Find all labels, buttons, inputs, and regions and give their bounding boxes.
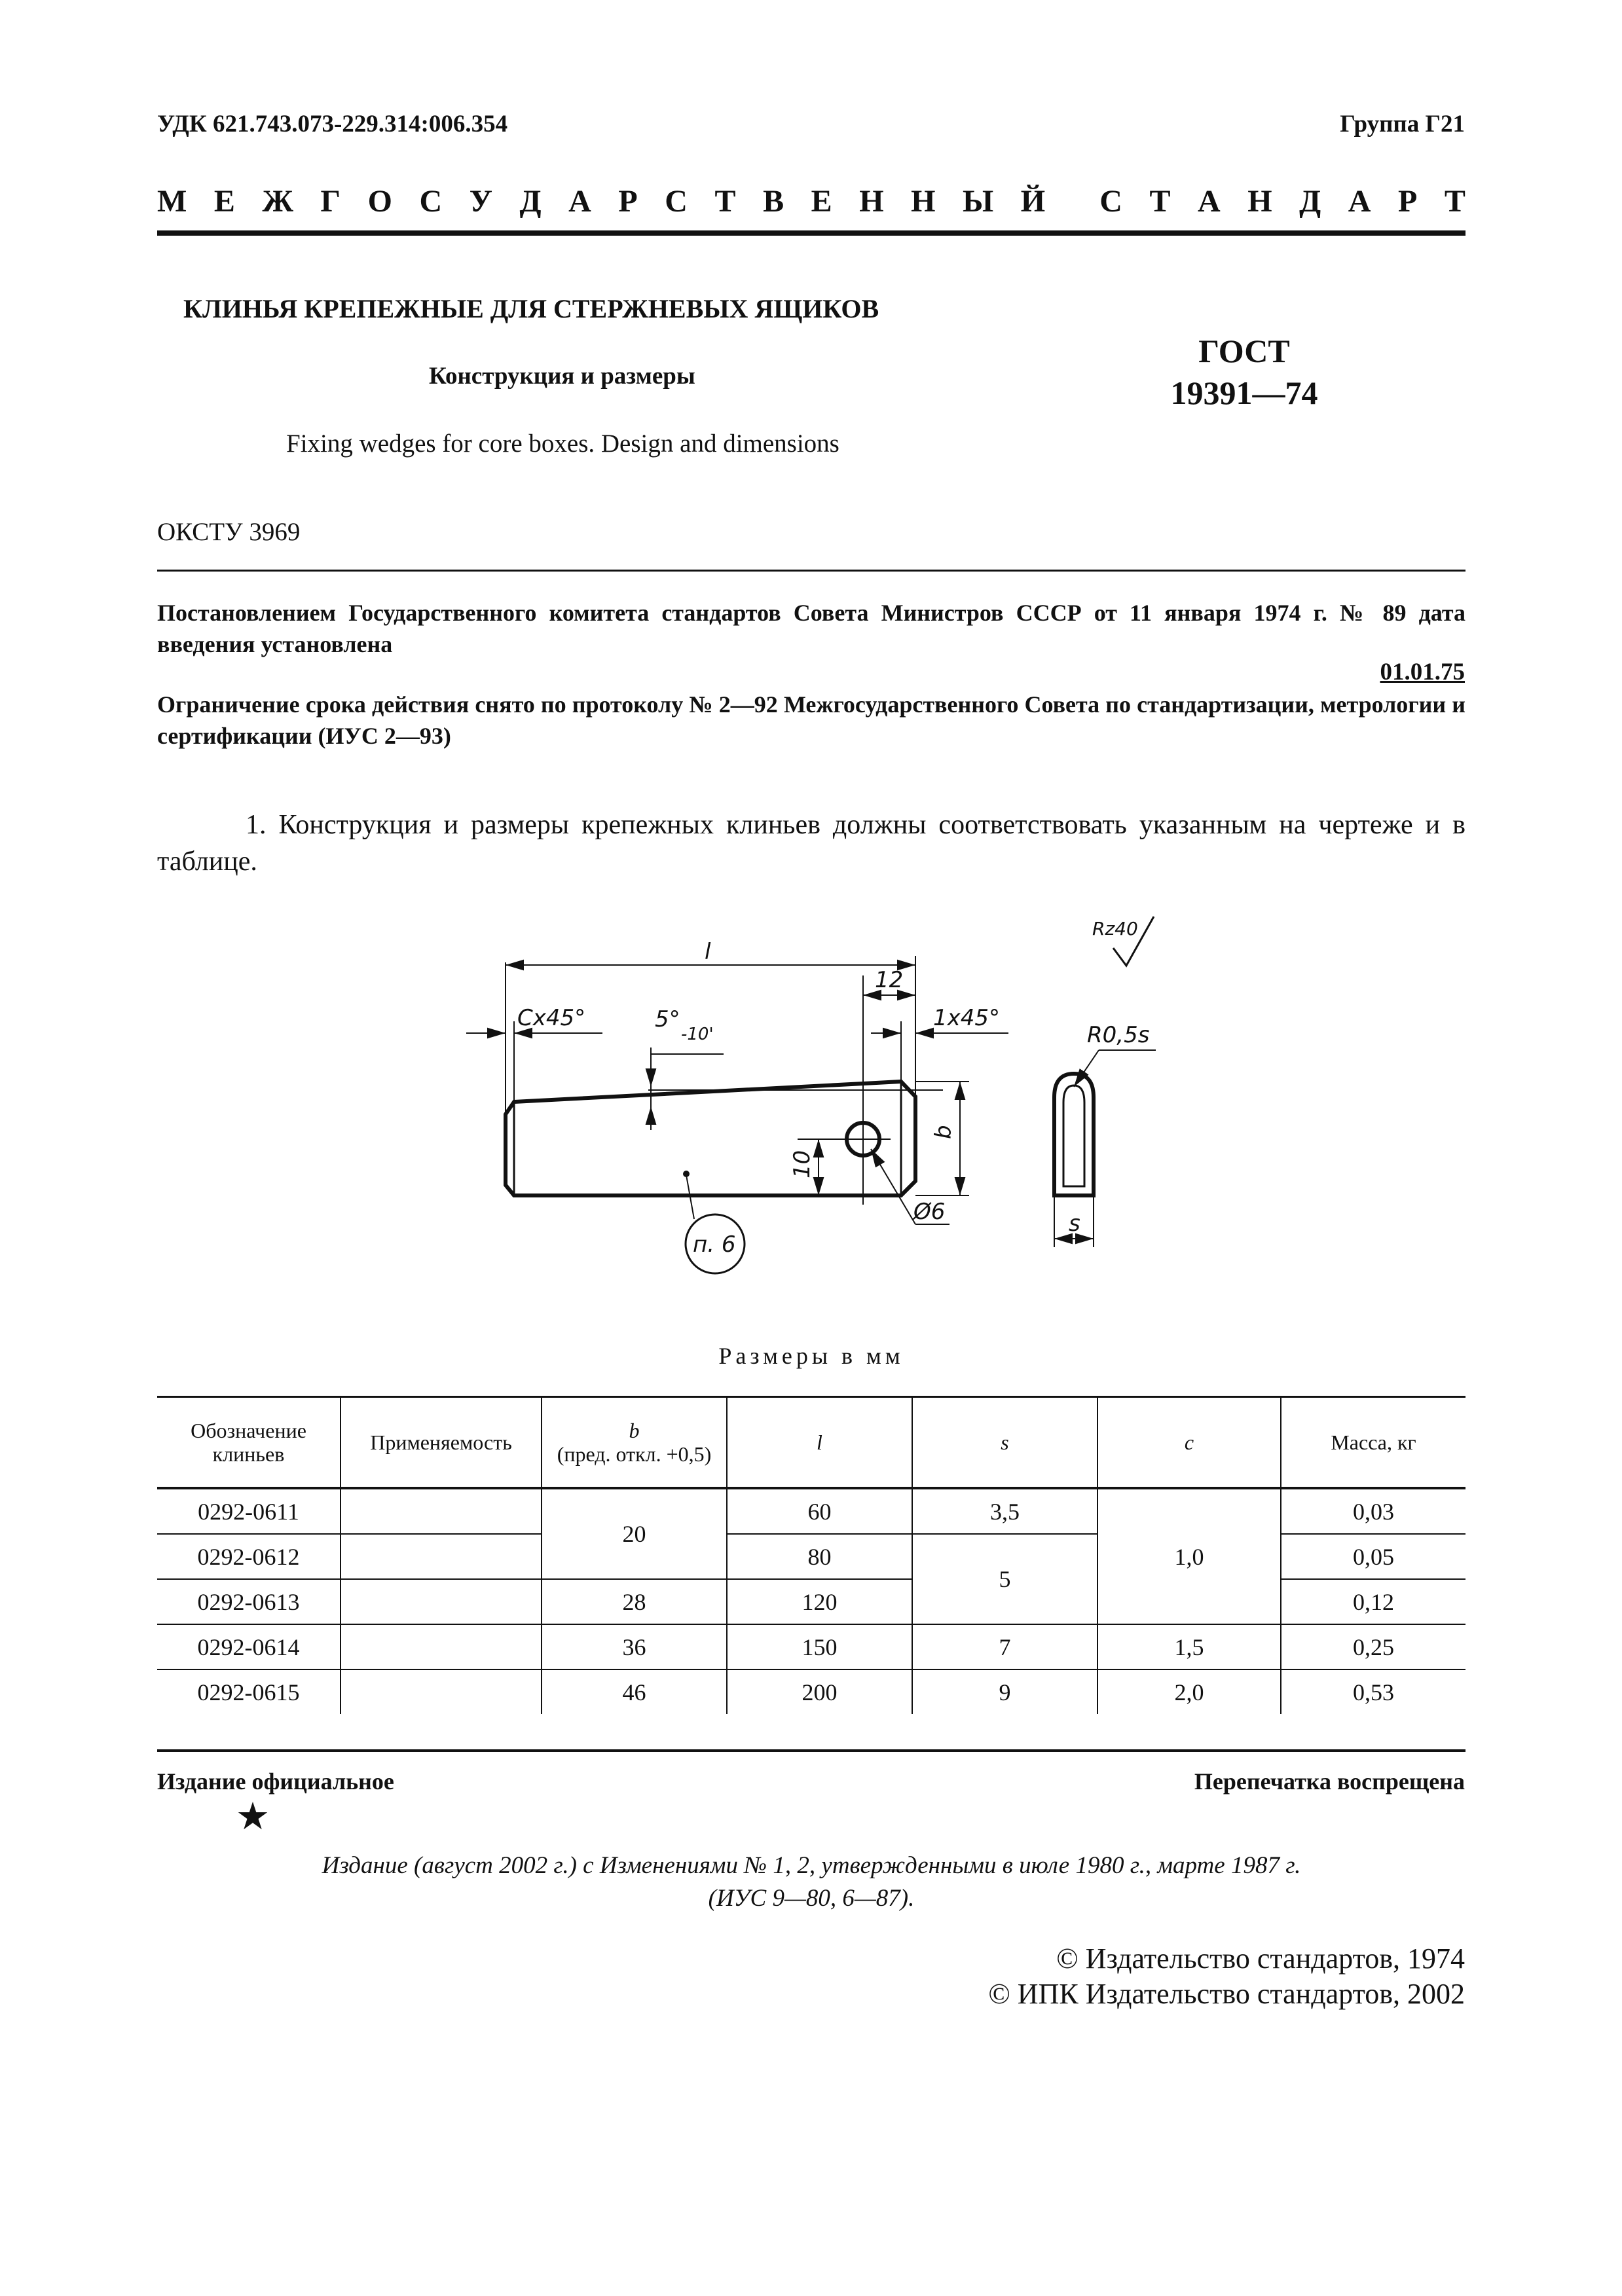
label-note: п. 6 <box>693 1231 736 1258</box>
heading-letter: Р <box>1397 184 1418 219</box>
edition-note <box>157 1850 1465 1915</box>
oksty-code: ОКСТУ 3969 <box>157 518 301 546</box>
cell-l: 60 <box>727 1488 912 1534</box>
decree-text: Постановлением Государственного комитета стандартов Совета Министров СССР от 11 января 1974 г. № 89 дата введения установлена <box>157 600 1465 657</box>
footer-rule <box>157 1749 1465 1752</box>
heading-letter: Ы <box>963 184 994 219</box>
cell-mass: 0,05 <box>1281 1534 1465 1579</box>
wedge-drawing <box>0 890 1622 1283</box>
cell-code: 0292-0612 <box>157 1534 341 1579</box>
copyright-block <box>988 1941 1465 2012</box>
edition-line-1: Издание (август 2002 г.) с Изменениями № 1, 2, утвержденными в июле 1980 г., марте 1987 г. <box>322 1852 1301 1879</box>
standard-type-heading <box>157 183 1465 219</box>
cell-c: 1,0 <box>1097 1488 1281 1624</box>
oksty-rule <box>157 570 1465 572</box>
cell-mass: 0,03 <box>1281 1488 1465 1534</box>
gost-label: ГОСТ <box>1198 333 1290 369</box>
reprint-notice: Перепечатка воспрещена <box>1194 1768 1465 1795</box>
label-hole: Ø6 <box>913 1199 946 1225</box>
cell-code: 0292-0613 <box>157 1579 341 1624</box>
heading-letter: Н <box>911 184 936 219</box>
th-applicability: Применяемость <box>341 1397 542 1489</box>
label-chamfer-1: 1x45° <box>933 1005 1001 1031</box>
heading-letter: В <box>763 184 784 219</box>
th-c: c <box>1097 1397 1281 1489</box>
cell-mass: 0,12 <box>1281 1579 1465 1624</box>
th-code: Обозначение клиньев <box>157 1397 341 1489</box>
heading-letter: Т <box>714 184 736 219</box>
header-rule <box>157 230 1465 236</box>
cell-applicability <box>341 1534 542 1579</box>
th-b <box>542 1397 727 1489</box>
edition-line-2: (ИУС 9—80, 6—87). <box>708 1885 915 1912</box>
th-b-symbol: b <box>629 1419 640 1442</box>
header-row <box>157 110 1465 138</box>
cell-code: 0292-0614 <box>157 1624 341 1669</box>
th-b-tolerance: (пред. откл. +0,5) <box>557 1442 712 1466</box>
limitation-text: Ограничение срока действия снято по протоколу № 2—92 Межгосударственного Совета по стандартизации, метрологии и сертификации (ИУС 2—93) <box>157 691 1465 749</box>
label-chamfer-c: Cx45° <box>517 1005 586 1031</box>
heading-letter: Т <box>1444 184 1465 219</box>
cell-mass: 0,53 <box>1281 1669 1465 1714</box>
label-10: 10 <box>789 1150 815 1178</box>
heading-letter: С <box>665 184 688 219</box>
label-b: b <box>931 1125 957 1139</box>
star-icon: ★ <box>236 1795 270 1838</box>
heading-letter: С <box>1099 184 1122 219</box>
label-radius: R0,5s <box>1087 1022 1150 1048</box>
table-caption: Размеры в мм <box>718 1343 904 1369</box>
label-angle: 5° <box>655 1006 680 1032</box>
udk-code: УДК 621.743.073-229.314:006.354 <box>157 111 508 137</box>
table-header-row <box>157 1397 1465 1489</box>
dimensions-table <box>157 1396 1465 1714</box>
heading-letter: Н <box>859 184 884 219</box>
heading-letter: А <box>568 184 591 219</box>
gost-block <box>1113 330 1375 414</box>
th-mass: Масса, кг <box>1281 1397 1465 1489</box>
heading-letter: М <box>157 184 187 219</box>
label-12: 12 <box>875 967 904 993</box>
cell-code: 0292-0611 <box>157 1488 341 1534</box>
heading-letter: Д <box>1299 184 1321 219</box>
heading-letter: Ж <box>262 184 293 219</box>
cell-s: 7 <box>912 1624 1097 1669</box>
clause-1: 1. Конструкция и размеры крепежных клиньев должны соответствовать указанным на чертеже и в таблице. <box>157 810 1465 877</box>
cell-s: 3,5 <box>912 1488 1097 1534</box>
cell-code: 0292-0615 <box>197 1679 300 1705</box>
heading-letter: Е <box>811 184 832 219</box>
cell-l: 80 <box>727 1534 912 1579</box>
radius-leader <box>1074 1050 1099 1087</box>
heading-letter: Г <box>320 184 341 219</box>
label-angle-tol: -10' <box>681 1025 714 1044</box>
cell-c: 1,5 <box>1097 1624 1281 1669</box>
cell-applicability <box>341 1624 542 1669</box>
table-row <box>157 1669 1465 1714</box>
heading-letter: Д <box>519 184 542 219</box>
label-s: s <box>1069 1211 1080 1237</box>
heading-letter: Й <box>1020 184 1046 219</box>
heading-letter: О <box>367 184 392 219</box>
cell-c: 2,0 <box>1097 1669 1281 1714</box>
cell-applicability <box>341 1579 542 1624</box>
cell-mass: 0,25 <box>1281 1624 1465 1669</box>
heading-letter: Н <box>1247 184 1272 219</box>
table-row <box>157 1624 1465 1669</box>
heading-letter: Е <box>213 184 235 219</box>
heading-letter: А <box>1348 184 1371 219</box>
cell-b: 28 <box>542 1579 727 1624</box>
heading-letter: А <box>1198 184 1221 219</box>
cell-l: 200 <box>727 1669 912 1714</box>
cell-s: 5 <box>912 1534 1097 1624</box>
gost-number: 19391—74 <box>1170 374 1318 411</box>
heading-letter: У <box>469 184 492 219</box>
cell-applicability <box>341 1669 542 1714</box>
official-edition: Издание официальное <box>157 1768 394 1795</box>
document-subtitle: Конструкция и размеры <box>429 363 695 390</box>
document-title: КЛИНЬЯ КРЕПЕЖНЫЕ ДЛЯ СТЕРЖНЕВЫХ ЯЩИКОВ <box>183 294 879 323</box>
cell-b: 20 <box>542 1488 727 1579</box>
english-title: Fixing wedges for core boxes. Design and dimensions <box>286 429 839 458</box>
table-row <box>157 1488 1465 1534</box>
copyright-2: © ИПК Издательство стандартов, 2002 <box>988 1978 1465 2010</box>
copyright-1: © Издательство стандартов, 1974 <box>1056 1942 1465 1975</box>
heading-letter: С <box>419 184 443 219</box>
heading-letter: Т <box>1149 184 1171 219</box>
cell-s: 9 <box>912 1669 1097 1714</box>
cell-b: 46 <box>542 1669 727 1714</box>
label-l: l <box>705 939 711 965</box>
th-l: l <box>727 1397 912 1489</box>
cell-applicability <box>341 1488 542 1534</box>
cell-b: 36 <box>542 1624 727 1669</box>
intro-date: 01.01.75 <box>1380 659 1465 685</box>
label-rz: Rz40 <box>1092 918 1138 939</box>
cell-l: 120 <box>727 1579 912 1624</box>
side-view-outline <box>1054 1074 1094 1195</box>
cell-l: 150 <box>727 1624 912 1669</box>
group-code: Группа Г21 <box>1340 111 1465 137</box>
heading-letter: Р <box>618 184 638 219</box>
th-s: s <box>912 1397 1097 1489</box>
